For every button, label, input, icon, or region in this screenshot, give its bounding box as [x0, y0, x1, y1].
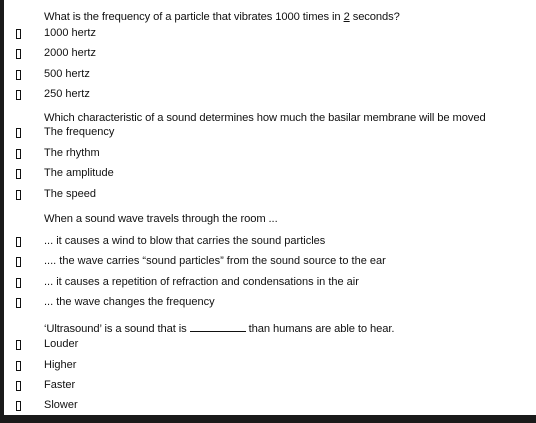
question-4-option-2[interactable] — [4, 358, 536, 378]
option-label: Faster — [44, 379, 76, 391]
question-2-option-1[interactable] — [4, 125, 536, 145]
checkbox-icon[interactable] — [16, 401, 21, 411]
question-3-option-4[interactable] — [4, 295, 536, 315]
option-label: 1000 hertz — [44, 27, 96, 39]
option-label: The amplitude — [44, 167, 114, 179]
question-4-option-3[interactable] — [4, 378, 536, 398]
quiz-page — [4, 0, 536, 415]
question-3-option-1[interactable] — [4, 234, 536, 254]
answer-blank — [190, 322, 246, 332]
question-2-option-2[interactable] — [4, 146, 536, 166]
checkbox-icon[interactable] — [16, 381, 21, 391]
option-label: 2000 hertz — [44, 47, 96, 59]
checkbox-icon[interactable] — [16, 90, 21, 100]
option-label: Slower — [44, 399, 78, 411]
checkbox-icon[interactable] — [16, 361, 21, 371]
checkbox-icon[interactable] — [16, 70, 21, 80]
question-4-option-4[interactable] — [4, 398, 536, 415]
question-1-option-1[interactable] — [4, 26, 536, 46]
option-label: .... the wave carries “sound particles” from the sound source to the ear — [44, 255, 386, 267]
option-label: ... it causes a repetition of refraction and condensations in the air — [44, 276, 359, 288]
option-label: Higher — [44, 359, 77, 371]
option-label: ... it causes a wind to blow that carries the sound particles — [44, 235, 326, 247]
option-label: ... the wave changes the frequency — [44, 296, 215, 308]
option-label: Louder — [44, 338, 79, 350]
question-3-option-2[interactable] — [4, 254, 536, 274]
option-label: 250 hertz — [44, 88, 90, 100]
question-2-option-4[interactable] — [4, 187, 536, 207]
option-label: The rhythm — [44, 147, 100, 159]
checkbox-icon[interactable] — [16, 237, 21, 247]
checkbox-icon[interactable] — [16, 278, 21, 288]
question-3-text: When a sound wave travels through the room ... — [44, 213, 278, 225]
question-1-option-4[interactable] — [4, 87, 536, 107]
question-1-option-3[interactable] — [4, 67, 536, 87]
checkbox-icon[interactable] — [16, 190, 21, 200]
checkbox-icon[interactable] — [16, 340, 21, 350]
question-4-text: ‘Ultrasound’ is a sound that is than humans are able to hear. — [44, 323, 395, 335]
question-1-text: What is the frequency of a particle that vibrates 1000 times in 2 seconds? — [44, 11, 400, 23]
checkbox-icon[interactable] — [16, 128, 21, 138]
question-2-option-3[interactable] — [4, 166, 536, 186]
checkbox-icon[interactable] — [16, 298, 21, 308]
checkbox-icon[interactable] — [16, 149, 21, 159]
checkbox-icon[interactable] — [16, 257, 21, 267]
option-label: The frequency — [44, 126, 115, 138]
option-label: 500 hertz — [44, 68, 90, 80]
option-label: The speed — [44, 188, 96, 200]
question-2-text: Which characteristic of a sound determines how much the basilar membrane will be moved — [44, 112, 486, 124]
question-4-option-1[interactable] — [4, 337, 536, 357]
checkbox-icon[interactable] — [16, 169, 21, 179]
question-3-option-3[interactable] — [4, 275, 536, 295]
question-1-option-2[interactable] — [4, 46, 536, 66]
checkbox-icon[interactable] — [16, 49, 21, 59]
checkbox-icon[interactable] — [16, 29, 21, 39]
